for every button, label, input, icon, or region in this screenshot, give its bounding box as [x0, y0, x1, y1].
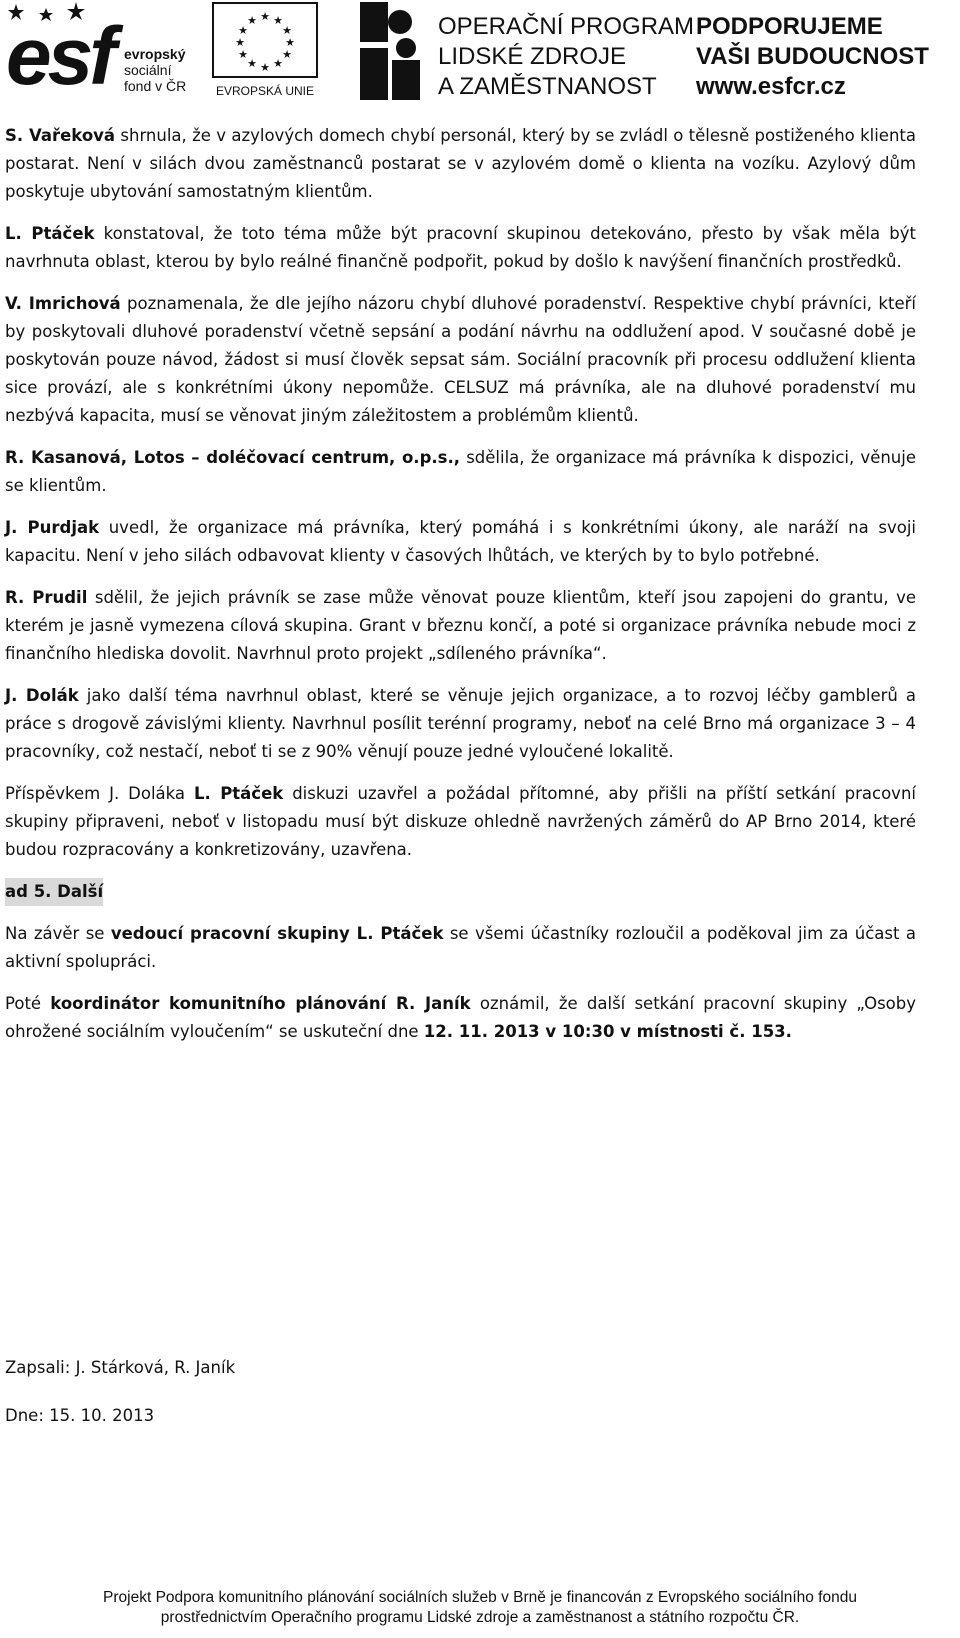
esf-caption-line: fond v ČR	[124, 78, 187, 94]
op-puzzle-icon	[360, 2, 422, 100]
support-line: VAŠI BUDOUCNOST	[696, 43, 929, 70]
paragraph-text: jako další téma navrhnul oblast, které se věnuje jejich organizace, a to rozvoj léčby gamblerů a práce s drogově závislými klienty. Navrhnul posílit terénní programy, neboť na celé Brno má organizace 3 – 4 pracovníky, což nestačí, neboť ti se z 90% věnují pouze jedné vyloučené lokalitě.	[5, 686, 916, 761]
footer-line: Projekt Podpora komunitního plánování sociálních služeb v Brně je financován z Evropského sociálního fondu	[103, 1589, 857, 1606]
speaker-name: R. Kasanová, Lotos – doléčovací centrum, o.p.s.,	[5, 448, 461, 467]
support-url: www.esfcr.cz	[696, 73, 846, 100]
paragraph	[5, 920, 916, 976]
op-logo	[360, 2, 940, 100]
op-program-line: OPERAČNÍ PROGRAM	[438, 13, 695, 40]
support-slogan	[696, 12, 929, 102]
speaker-name: koordinátor komunitního plánování R. Janík	[50, 994, 471, 1013]
paragraph	[5, 122, 916, 206]
op-program-name	[438, 12, 694, 102]
esf-caption-line: sociální	[124, 62, 172, 78]
paragraph-lead: Příspěvkem J. Doláka	[5, 784, 194, 803]
paragraph	[5, 990, 916, 1046]
op-program-line: LIDSKÉ ZDROJE	[438, 43, 627, 70]
meeting-date: 12. 11. 2013 v 10:30 v místnosti č. 153.	[423, 1022, 792, 1041]
svg-text:★: ★	[282, 24, 292, 37]
paragraph-text: sdělila, že organizace má právníka k dispozici, věnuje se klientům.	[5, 448, 916, 495]
paragraph	[5, 584, 916, 668]
footer	[0, 1588, 960, 1628]
paragraph-text: se všemi účastníky rozloučil a poděkoval jim za účast a aktivní spolupráci.	[5, 924, 916, 971]
svg-text:★: ★	[260, 10, 270, 23]
op-program-line: A ZAMĚSTNANOST	[438, 73, 657, 100]
speaker-name: R. Prudil	[5, 588, 88, 607]
speaker-name: J. Dolák	[5, 686, 79, 705]
esf-logo	[6, 2, 202, 100]
paragraph	[5, 780, 916, 864]
recorded-by: Zapsali: J. Stárková, R. Janík	[5, 1358, 236, 1377]
eu-logo	[208, 2, 322, 100]
paragraph-text: konstatoval, že toto téma může být pracovní skupinou detekováno, přesto by však měla být navrhnuta oblast, kterou by bylo reálné finančně podpořit, pokud by došlo k navýšení finančních prostředků.	[5, 224, 916, 271]
esf-caption-line: evropský	[124, 46, 186, 62]
paragraph-lead: Na závěr se	[5, 924, 111, 943]
logo-header	[0, 0, 960, 110]
paragraph	[5, 290, 916, 430]
esf-logo-caption	[124, 46, 186, 94]
paragraph-text: uvedl, že organizace má právníka, který pomáhá i s konkrétními úkony, ale naráží na svoji kapacitu. Není v jeho silách odbavovat klienty v časových lhůtách, ve kterých by to bylo potřebné.	[5, 518, 916, 565]
paragraph-text: oznámil, že další setkání pracovní skupiny „Osoby ohrožené sociálním vyloučením“ se uskuteční dne	[5, 994, 916, 1041]
speaker-name: J. Purdjak	[5, 518, 100, 537]
svg-text:★: ★	[282, 48, 292, 61]
speaker-name: L. Ptáček	[5, 224, 95, 243]
paragraph-text: diskuzi uzavřel a požádal přítomné, aby přišli na příští setkání pracovní skupiny připraveni, neboť v listopadu musí být diskuze ohledně navržených záměrů do AP Brno 2014, které budou rozpracovány a konkretizovány, uzavřena.	[5, 784, 916, 859]
speaker-name: V. Imrichová	[5, 294, 121, 313]
support-line: PODPORUJEME	[696, 13, 883, 40]
speaker-name: vedoucí pracovní skupiny L. Ptáček	[110, 924, 444, 943]
paragraph	[5, 682, 916, 766]
eu-flag-icon	[212, 2, 318, 78]
svg-text:★: ★	[247, 57, 257, 70]
footer-line: prostřednictvím Operačního programu Lidské zdroje a zaměstnanost a státního rozpočtu ČR.	[160, 1609, 800, 1626]
speaker-name: L. Ptáček	[193, 784, 284, 803]
paragraph	[5, 514, 916, 570]
document-body	[5, 122, 916, 1060]
paragraph-text: poznamenala, že dle jejího názoru chybí dluhové poradenství. Respektive chybí právníci, kteří by poskytovali dluhové poradenství včetně sepsání a podání návrhu na oddlužení apod. V současné době je poskytován pouze návod, žádost si musí člověk sepsat sám. Sociální pracovník při procesu oddlužení klienta sice provází, ale s konkrétními úkony nepomůže. CELSUZ má právníka, ale na dluhové poradenství mu nezbývá kapacita, musí se věnovat jiným záležitostem a problémům klientů.	[5, 294, 916, 425]
speaker-name: S. Vařeková	[5, 126, 116, 145]
svg-text:★: ★	[273, 57, 283, 70]
paragraph-text: shrnula, že v azylových domech chybí personál, který by se zvládl o tělesně postiženého klienta postarat. Není v silách dvou zaměstnanců postarat se v azylovém domě o klienta na vozíku. Azylový dům poskytuje ubytování samostatným klientům.	[5, 126, 916, 201]
paragraph	[5, 220, 916, 276]
esf-logo-text: esf	[6, 11, 113, 102]
section-heading: ad 5. Další	[5, 878, 103, 906]
document-date: Dne: 15. 10. 2013	[5, 1406, 155, 1425]
svg-text:★: ★	[247, 14, 257, 27]
section-heading-wrap	[5, 878, 916, 906]
svg-text:★: ★	[273, 14, 283, 27]
svg-text:★: ★	[238, 24, 248, 37]
eu-logo-caption: EVROPSKÁ UNIE	[215, 84, 315, 98]
paragraph-text: sdělil, že jejich právník se zase může věnovat pouze klientům, kteří jsou zapojeni do grantu, ve kterém je jasně vymezena cílová skupina. Grant v březnu končí, a poté si organizace právníka nebude moci z finančního hlediska dovolit. Navrhnul proto projekt „sdíleného právníka“.	[5, 588, 916, 663]
svg-text:★: ★	[238, 48, 248, 61]
paragraph	[5, 444, 916, 500]
svg-text:★: ★	[285, 36, 295, 49]
paragraph-lead: Poté	[5, 994, 51, 1013]
svg-text:★: ★	[260, 61, 270, 74]
svg-text:★: ★	[235, 36, 245, 49]
